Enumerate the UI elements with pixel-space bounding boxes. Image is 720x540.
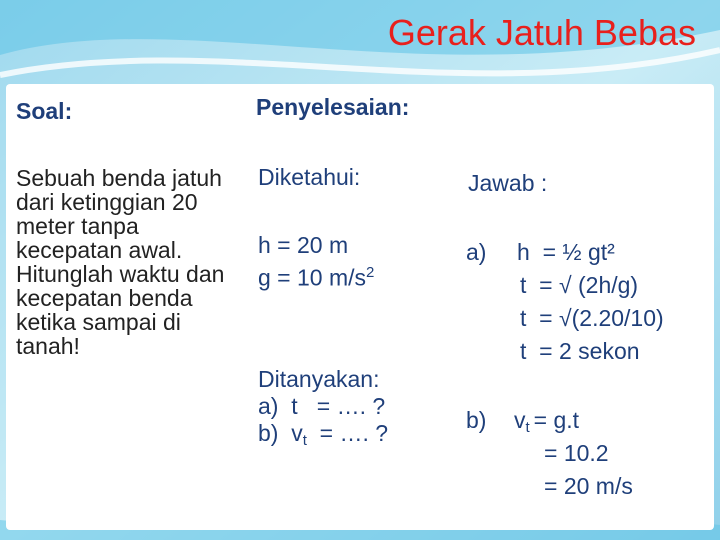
asked-b-prefix: b) v [258, 420, 303, 446]
answer-b-rest [544, 437, 633, 503]
known-g-text: g = 10 m/s [258, 264, 367, 291]
answer-a-line-4: t = 2 sekon [520, 338, 640, 364]
known-h: h = 20 m [258, 232, 349, 258]
known-heading: Diketahui: [258, 164, 361, 190]
answer-b-marker: b) [466, 407, 487, 433]
solution-label: Penyelesaian: [256, 94, 410, 120]
answer-heading: Jawab : [468, 170, 548, 196]
answer-a-line-3: t = √(2.20/10) [520, 305, 664, 331]
answer-b-line-3: = 20 m/s [544, 473, 633, 499]
answer-b-v: v [514, 407, 526, 433]
asked-a: a) t = …. ? [258, 393, 386, 419]
answer-b-subscript: t [525, 419, 530, 436]
answer-a-line-2: t = √ (2h/g) [520, 272, 639, 298]
asked-b [258, 420, 388, 454]
known-g-exponent: 2 [366, 264, 375, 281]
known-g [258, 259, 374, 292]
answer-b-line-2: = 10.2 [544, 440, 609, 466]
slide-title: Gerak Jatuh Bebas [387, 12, 696, 53]
answer-b-line-1: = g.t [533, 407, 580, 433]
asked-b-suffix: = …. ? [306, 420, 389, 446]
asked-block [258, 366, 388, 454]
answer-a-marker: a) [466, 239, 487, 265]
asked-heading: Ditanyakan: [258, 366, 380, 392]
question-label: Soal: [16, 98, 73, 124]
answer-a-line-1: h = ½ gt² [517, 239, 615, 265]
problem-text-part1: Sebuah benda jatuh dari ketinggian 20 meter tanpa kecepatan awal. [16, 165, 222, 263]
known-values [258, 232, 374, 292]
answer-a-lines [517, 236, 664, 368]
asked-b-subscript: t [302, 432, 307, 449]
problem-text-part2: Hitunglah waktu dan kecepatan benda ketika sampai di tanah! [16, 261, 225, 359]
problem-statement [16, 166, 236, 358]
